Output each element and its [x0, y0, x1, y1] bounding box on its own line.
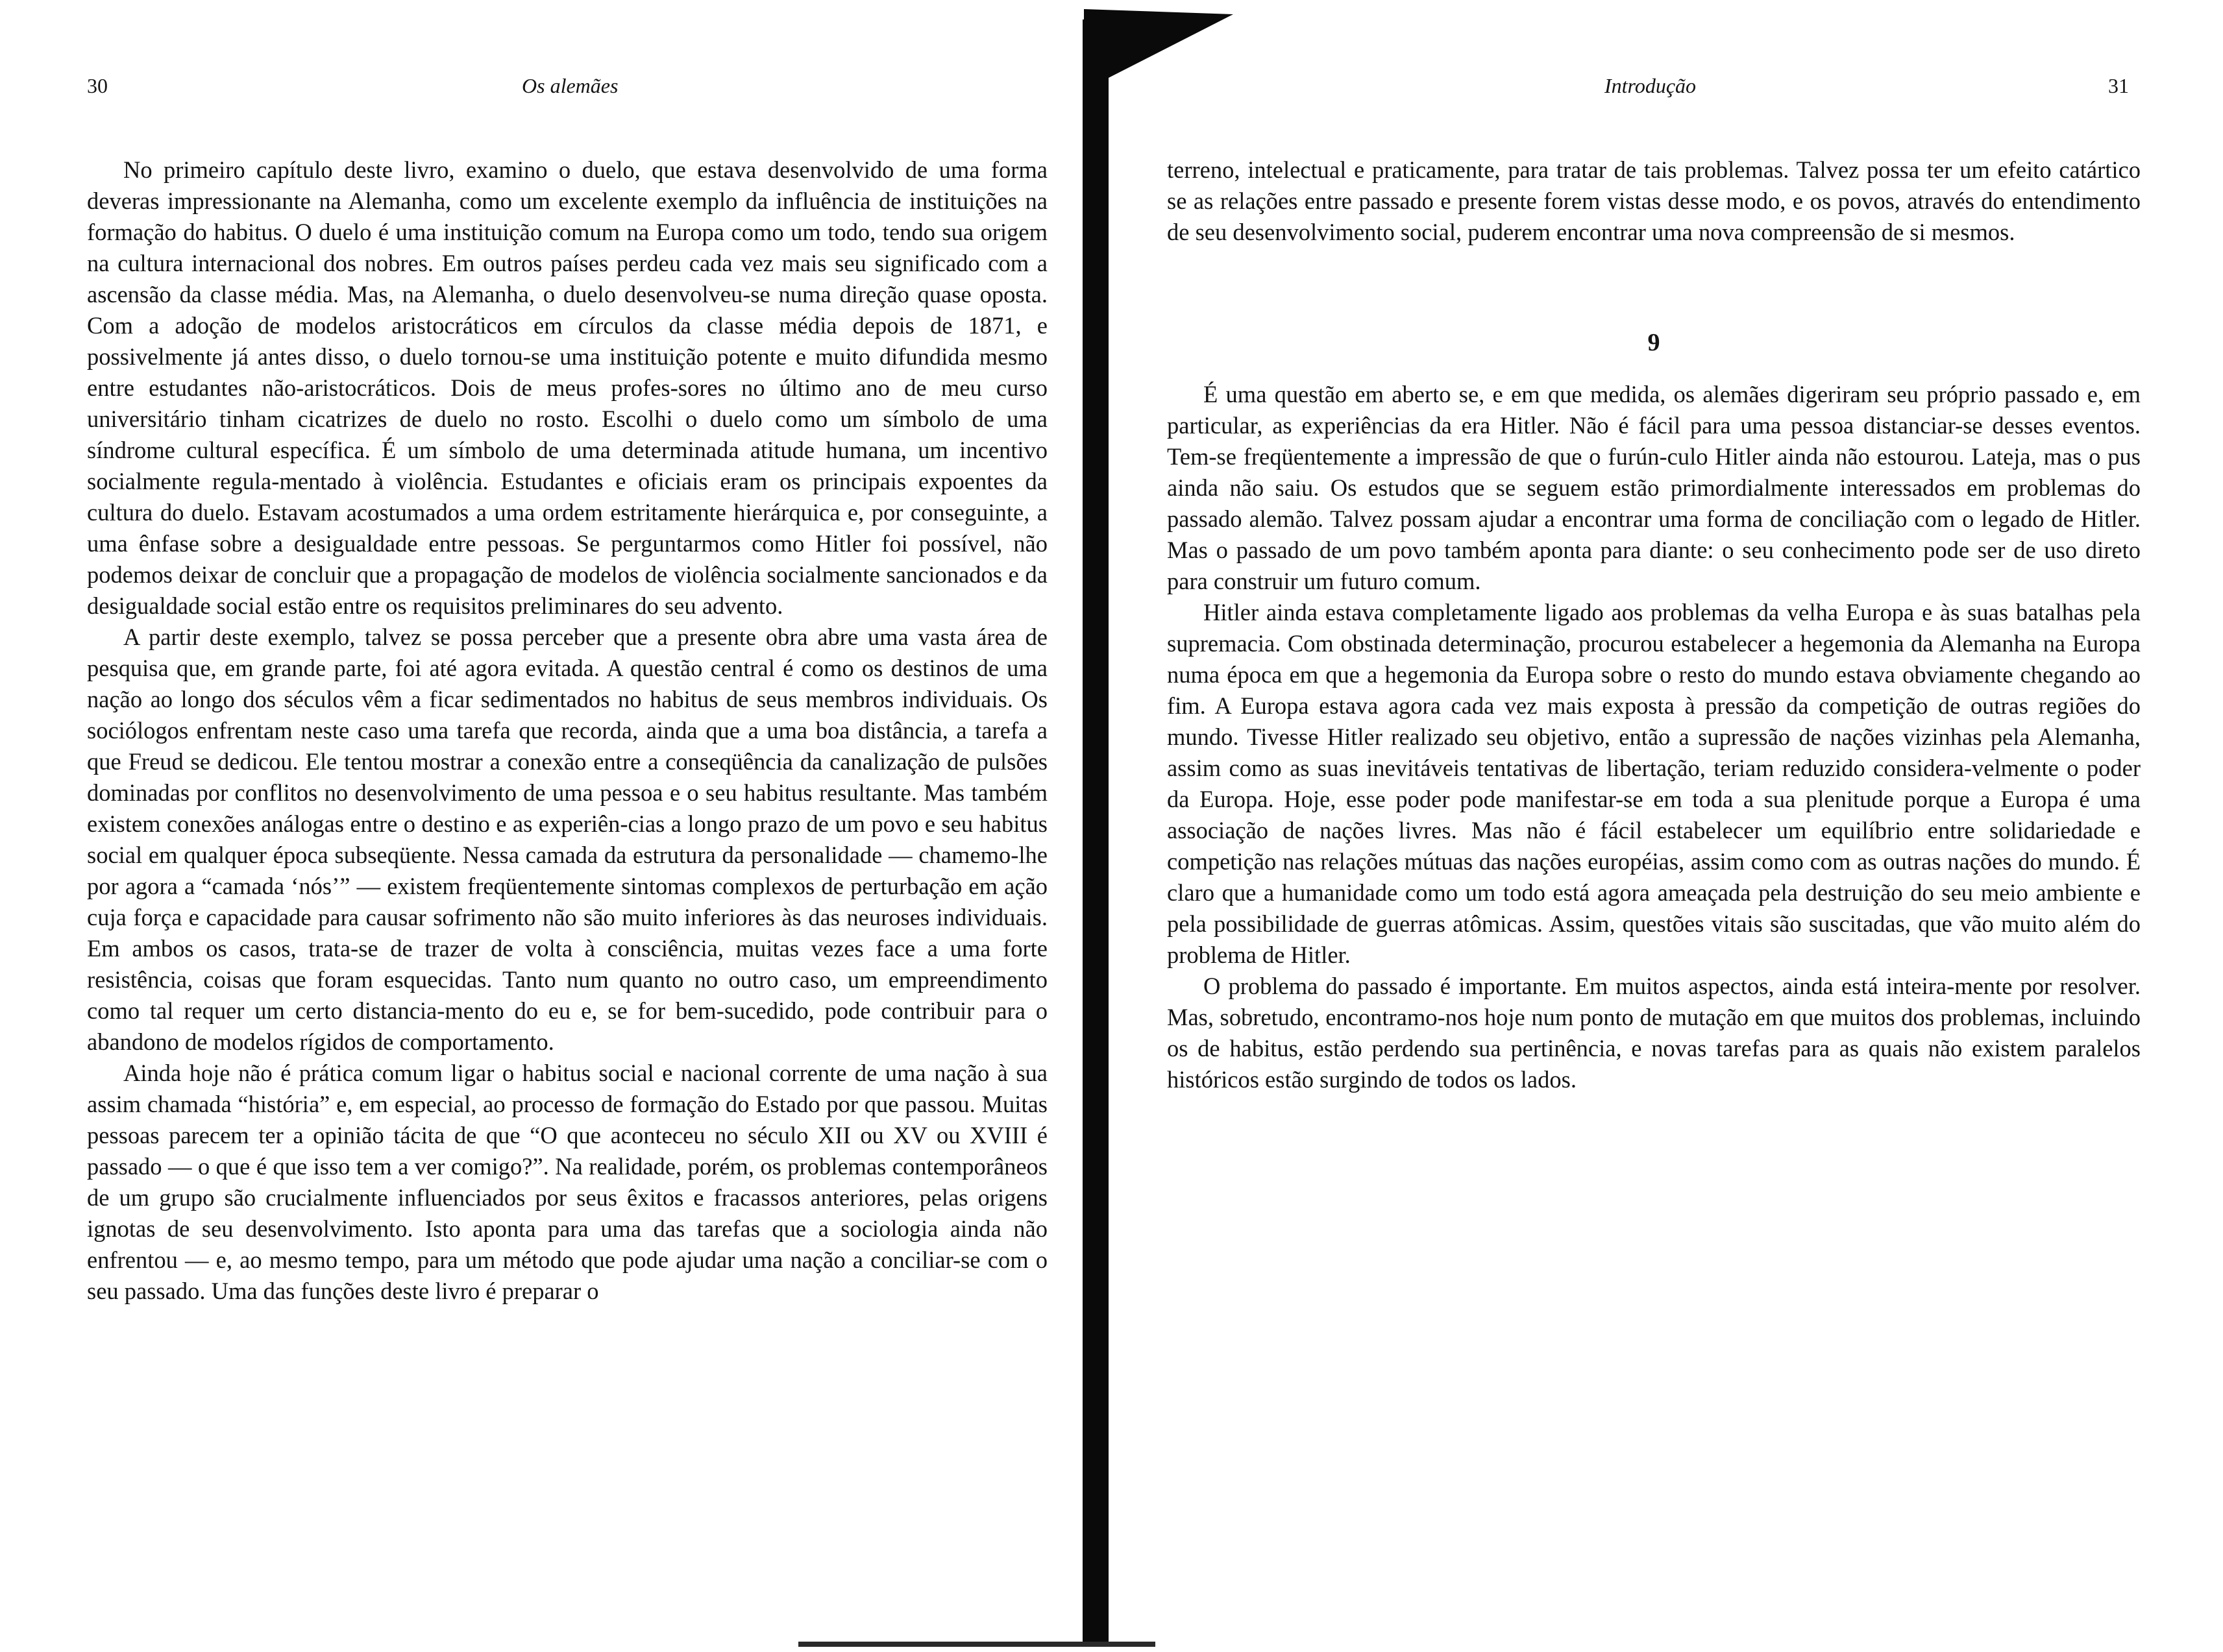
running-title-left: Os alemães: [522, 74, 619, 97]
right-page-body: [1167, 379, 2141, 1095]
paragraph: Hitler ainda estava completamente ligado aos problemas da velha Europa e às suas batalhas pela supremacia. Com obstinada determinação, procurou estabelecer a hegemonia da Alemanha na Europa numa época em que a hegemonia da Europa sobre o resto do mundo estava obviamente chegando ao fim. A Europa estava agora cada vez mais exposta à pressão da competição de outras regiões do mundo. Tivesse Hitler realizado seu objetivo, então a supressão de nações vizinhas pela Alemanha, assim como as suas inevitáveis tentativas de libertação, teriam reduzido considera-velmente o poder da Europa. Hoje, esse poder pode manifestar-se em toda a sua plenitude porque a Europa é uma associação de nações livres. Mas não é fácil estabelecer um equilíbrio entre solidariedade e competição nas relações mútuas das nações européias, assim como com as outras nações do mundo. É claro que a humanidade como um todo está agora ameaçada pela destruição do seu meio ambiente e pela possibilidade de guerras atômicas. Assim, questões vitais são suscitadas, que vão muito além do problema de Hitler.: [1167, 599, 2141, 968]
left-page-body: [87, 154, 1048, 1307]
paragraph: O problema do passado é importante. Em muitos aspectos, ainda está inteira-mente por resolver. Mas, sobretudo, encontramo-nos hoje num ponto de mutação em que muitos dos problemas, incluindo os de habitus, estão perdendo sua pertinência, e novas tarefas para as quais não existem paralelos históricos estão surgindo de todos os lados.: [1167, 973, 2141, 1093]
running-title-right: Introdução: [1604, 74, 1697, 97]
paragraph: terreno, intelectual e praticamente, para tratar de tais problemas. Talvez possa ter um efeito catártico se as relações entre passado e presente forem vistas desse modo, e os povos, através do entendimento de seu desenvolvimento social, puderem encontrar uma nova compreensão de si mesmos.: [1167, 156, 2141, 245]
page-number-left: 30: [87, 74, 108, 97]
right-page: [1097, 0, 2223, 1652]
page-number-right: 31: [2108, 74, 2129, 97]
continuation-text: [1167, 154, 2141, 248]
paragraph: É uma questão em aberto se, e em que medida, os alemães digeriram seu próprio passado e, em particular, as experiências da era Hitler. Não é fácil para uma pessoa distanciar-se desses eventos. Tem-se freqüentemente a impressão de que o furún-culo Hitler ainda não estourou. Lateja, mas o pus ainda não saiu. Os estudos que se seguem estão primordialmente interessados em problemas do passado alemão. Talvez possam ajudar a encontrar uma forma de conciliação com o legado de Hitler. Mas o passado de um povo também aponta para diante: o seu conhecimento pode ser de uso direto para construir um futuro comum.: [1167, 381, 2141, 594]
section-number: 9: [1647, 329, 1660, 356]
paragraph: A partir deste exemplo, talvez se possa perceber que a presente obra abre uma vasta área de pesquisa que, em grande parte, foi até agora evitada. A questão central é como os destinos de uma nação ao longo dos séculos vêm a ficar sedimentados no habitus de seus membros individuais. Os sociólogos enfrentam neste caso uma tarefa que recorda, ainda que a uma boa distância, a tarefa a que Freud se dedicou. Ele tentou mostrar a conexão entre a conseqüência da canalização de pulsões dominadas por conflitos no desenvolvimento de uma pessoa e o seu habitus resultante. Mas também existem conexões análogas entre o destino e as experiên-cias a longo prazo de um povo e seu habitus social em qualquer época subseqüente. Nessa camada da estrutura da personalidade — chamemo-lhe por agora a “camada ‘nós’” — existem freqüentemente sintomas complexos de perturbação em ação cuja força e capacidade para causar sofrimento não são muito inferiores às das neuroses individuais. Em ambos os casos, trata-se de trazer de volta à consciência, muitas vezes face a uma forte resistência, coisas que foram esquecidas. Tanto num quanto no outro caso, um empreendimento como tal requer um certo distancia-mento do eu e, se for bem-sucedido, pode contribuir para o abandono de modelos rígidos de comportamento.: [87, 624, 1048, 1055]
paragraph: Ainda hoje não é prática comum ligar o habitus social e nacional corrente de uma nação à sua assim chamada “história” e, em especial, ao processo de formação do Estado por que passou. Muitas pessoas parecem ter a opinião tácita de que “O que aconteceu no século XII ou XV ou XVIII é passado — o que é que isso tem a ver comigo?”. Na realidade, porém, os problemas contemporâneos de um grupo são crucialmente influenciados por seus êxitos e fracassos anteriores, pelas origens ignotas de seu desenvolvimento. Isto aponta para uma das tarefas que a sociologia ainda não enfrentou — e, ao mesmo tempo, para um método que pode ajudar uma nação a conciliar-se com o seu passado. Uma das funções deste livro é preparar o: [87, 1060, 1048, 1304]
paragraph: No primeiro capítulo deste livro, examino o duelo, que estava desenvolvido de uma forma deveras impressionante na Alemanha, como um excelente exemplo da influência de instituições na formação do habitus. O duelo é uma instituição comum na Europa como um todo, tendo sua origem na cultura internacional dos nobres. Em outros países perdeu cada vez mais seu significado com a ascensão da classe média. Mas, na Alemanha, o duelo desenvolveu-se numa direção quase oposta. Com a adoção de modelos aristocráticos em círculos da classe média depois de 1871, e possivelmente já antes disso, o duelo tornou-se uma instituição potente e muito difundida mesmo entre estudantes não-aristocráticos. Dois de meus profes-sores no último ano de meu curso universitário tinham cicatrizes de duelo no rosto. Escolhi o duelo como um símbolo de uma síndrome cultural específica. É um símbolo de uma determinada atitude humana, um incentivo socialmente regula-mentado à violência. Estudantes e oficiais eram os principais expoentes da cultura do duelo. Estavam acostumados a uma ordem estritamente hierárquica e, por conseguinte, a uma ênfase sobre a desigualdade entre pessoas. Se perguntarmos como Hitler foi possível, não podemos deixar de concluir que a propagação de modelos de violência socialmente sancionados e da desigualdade social estão entre os requisitos preliminares do seu advento.: [87, 156, 1048, 619]
left-page: [0, 0, 1097, 1652]
